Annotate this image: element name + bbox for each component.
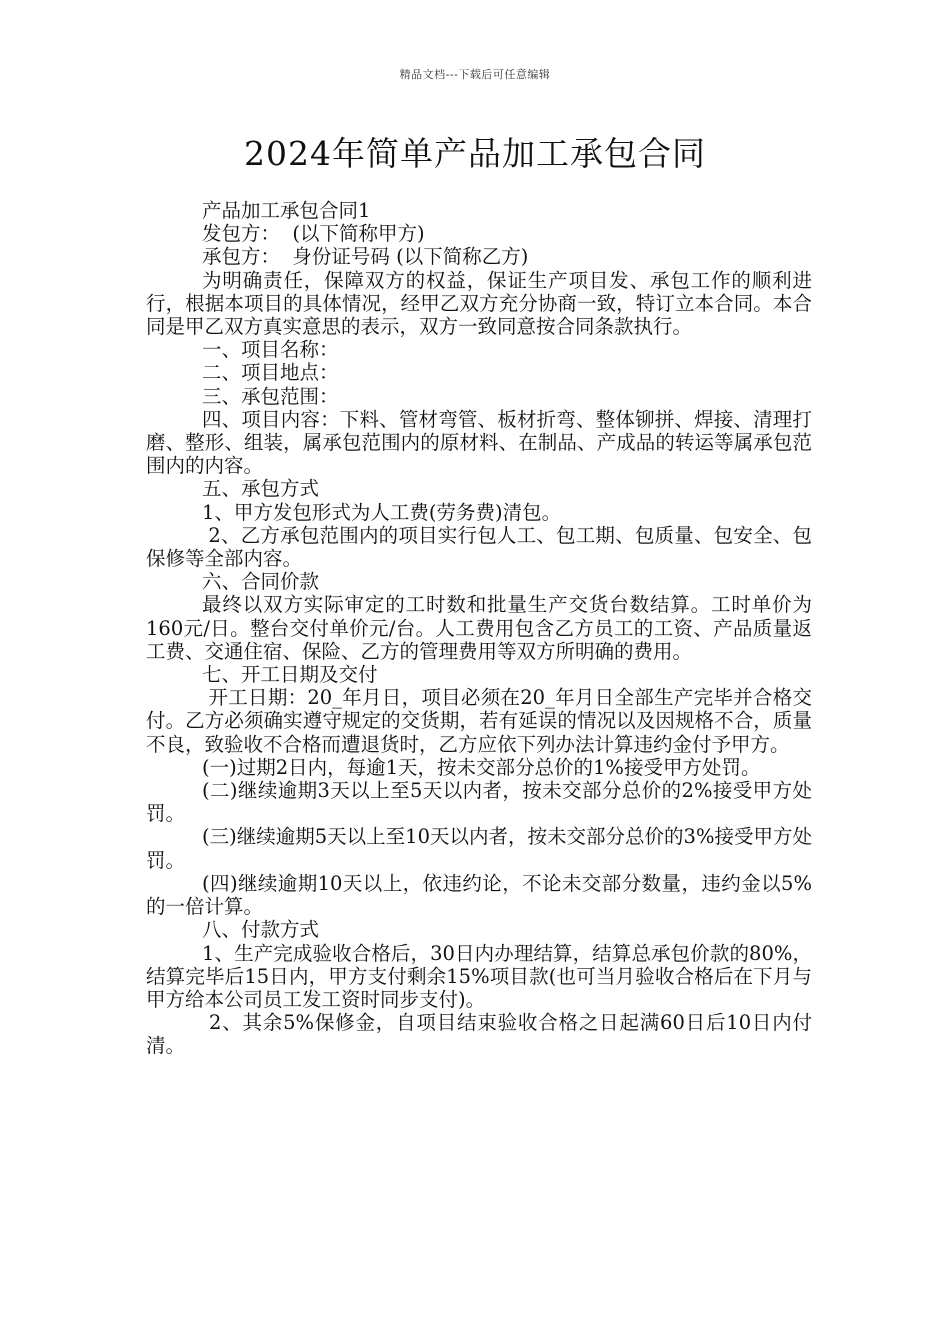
section-project-content: 四、项目内容：下料、管材弯管、板材折弯、整体铆拼、焊接、清理打磨、整形、组装，属承包范围内的原材料、在制品、产成品的转运等属承包范围内的内容。 (146, 407, 812, 478)
section-contract-method: 五、承包方式 (202, 477, 320, 501)
clause-paragraph: 1、生产完成验收合格后，30日内办理结算，结算总承包价款的80%，结算完毕后15日内，甲方支付剩余15%项目款(也可当月验收合格后在下月与甲方给本公司员工发工资时同步支付)。 (146, 941, 812, 1011)
penalty-clause: (四)继续逾期10天以上，依违约论，不论未交部分数量，违约金以5%的一倍计算。 (146, 871, 812, 919)
penalty-clause: (三)继续逾期5天以上至10天以内者，按未交部分总价的3%接受甲方处罚。 (146, 825, 812, 872)
party-a-line: 发包方： (以下简称甲方) (202, 222, 425, 246)
party-b-line: 承包方： 身份证号码 (以下简称乙方) (202, 245, 529, 269)
document-body (146, 199, 812, 1058)
section-start-delivery: 七、开工日期及交付 (202, 663, 378, 687)
clause-paragraph: 2、其余5%保修金，自项目结束验收合格之日起满60日后10日内付清。 (146, 1011, 813, 1058)
preamble-paragraph: 为明确责任，保障双方的权益，保证生产项目发、承包工作的顺利进行，根据本项目的具体情况，经甲乙双方充分协商一致，特订立本合同。本合同是甲乙双方真实意思的表示，双方一致同意按合同条款执行。 (146, 268, 812, 339)
section-contract-price: 六、合同价款 (202, 570, 320, 594)
section-payment-method: 八、付款方式 (202, 918, 320, 942)
section-contract-scope: 三、承包范围： (202, 384, 339, 408)
clause-paragraph: 2、乙方承包范围内的项目实行包人工、包工期、包质量、包安全、包保修等全部内容。 (146, 523, 812, 571)
contract-heading: 产品加工承包合同1 (202, 199, 371, 222)
section-project-name: 一、项目名称： (202, 338, 339, 362)
clause-paragraph: 1、甲方发包形式为人工费(劳务费)清包。 (202, 500, 562, 524)
document-title: 2024年简单产品加工承包合同 (244, 134, 706, 173)
penalty-clause: (二)继续逾期3天以上至5天以内者，按未交部分总价的2%接受甲方处罚。 (146, 779, 812, 826)
section-project-location: 二、项目地点： (202, 361, 339, 385)
penalty-clause: (一)过期2日内，每逾1天，按未交部分总价的1%接受甲方处罚。 (202, 755, 761, 779)
header-note: 精品文档---下载后可任意编辑 (399, 68, 551, 81)
clause-paragraph: 最终以双方实际审定的工时数和批量生产交货台数结算。工时单价为160元/日。整台交付单价元/台。人工费用包含乙方员工的工资、产品质量返工费、交通住宿、保险、乙方的管理费用等双方所明确的费用。 (146, 593, 812, 663)
clause-paragraph: 开工日期：20_年月日，项目必须在20_年月日全部生产完毕并合格交付。乙方必须确实遵守规定的交货期，若有延误的情况以及因规格不合，质量不良，致验收不合格而遭退货时，乙方应依下列办法计算违约金付予甲方。 (146, 686, 812, 756)
